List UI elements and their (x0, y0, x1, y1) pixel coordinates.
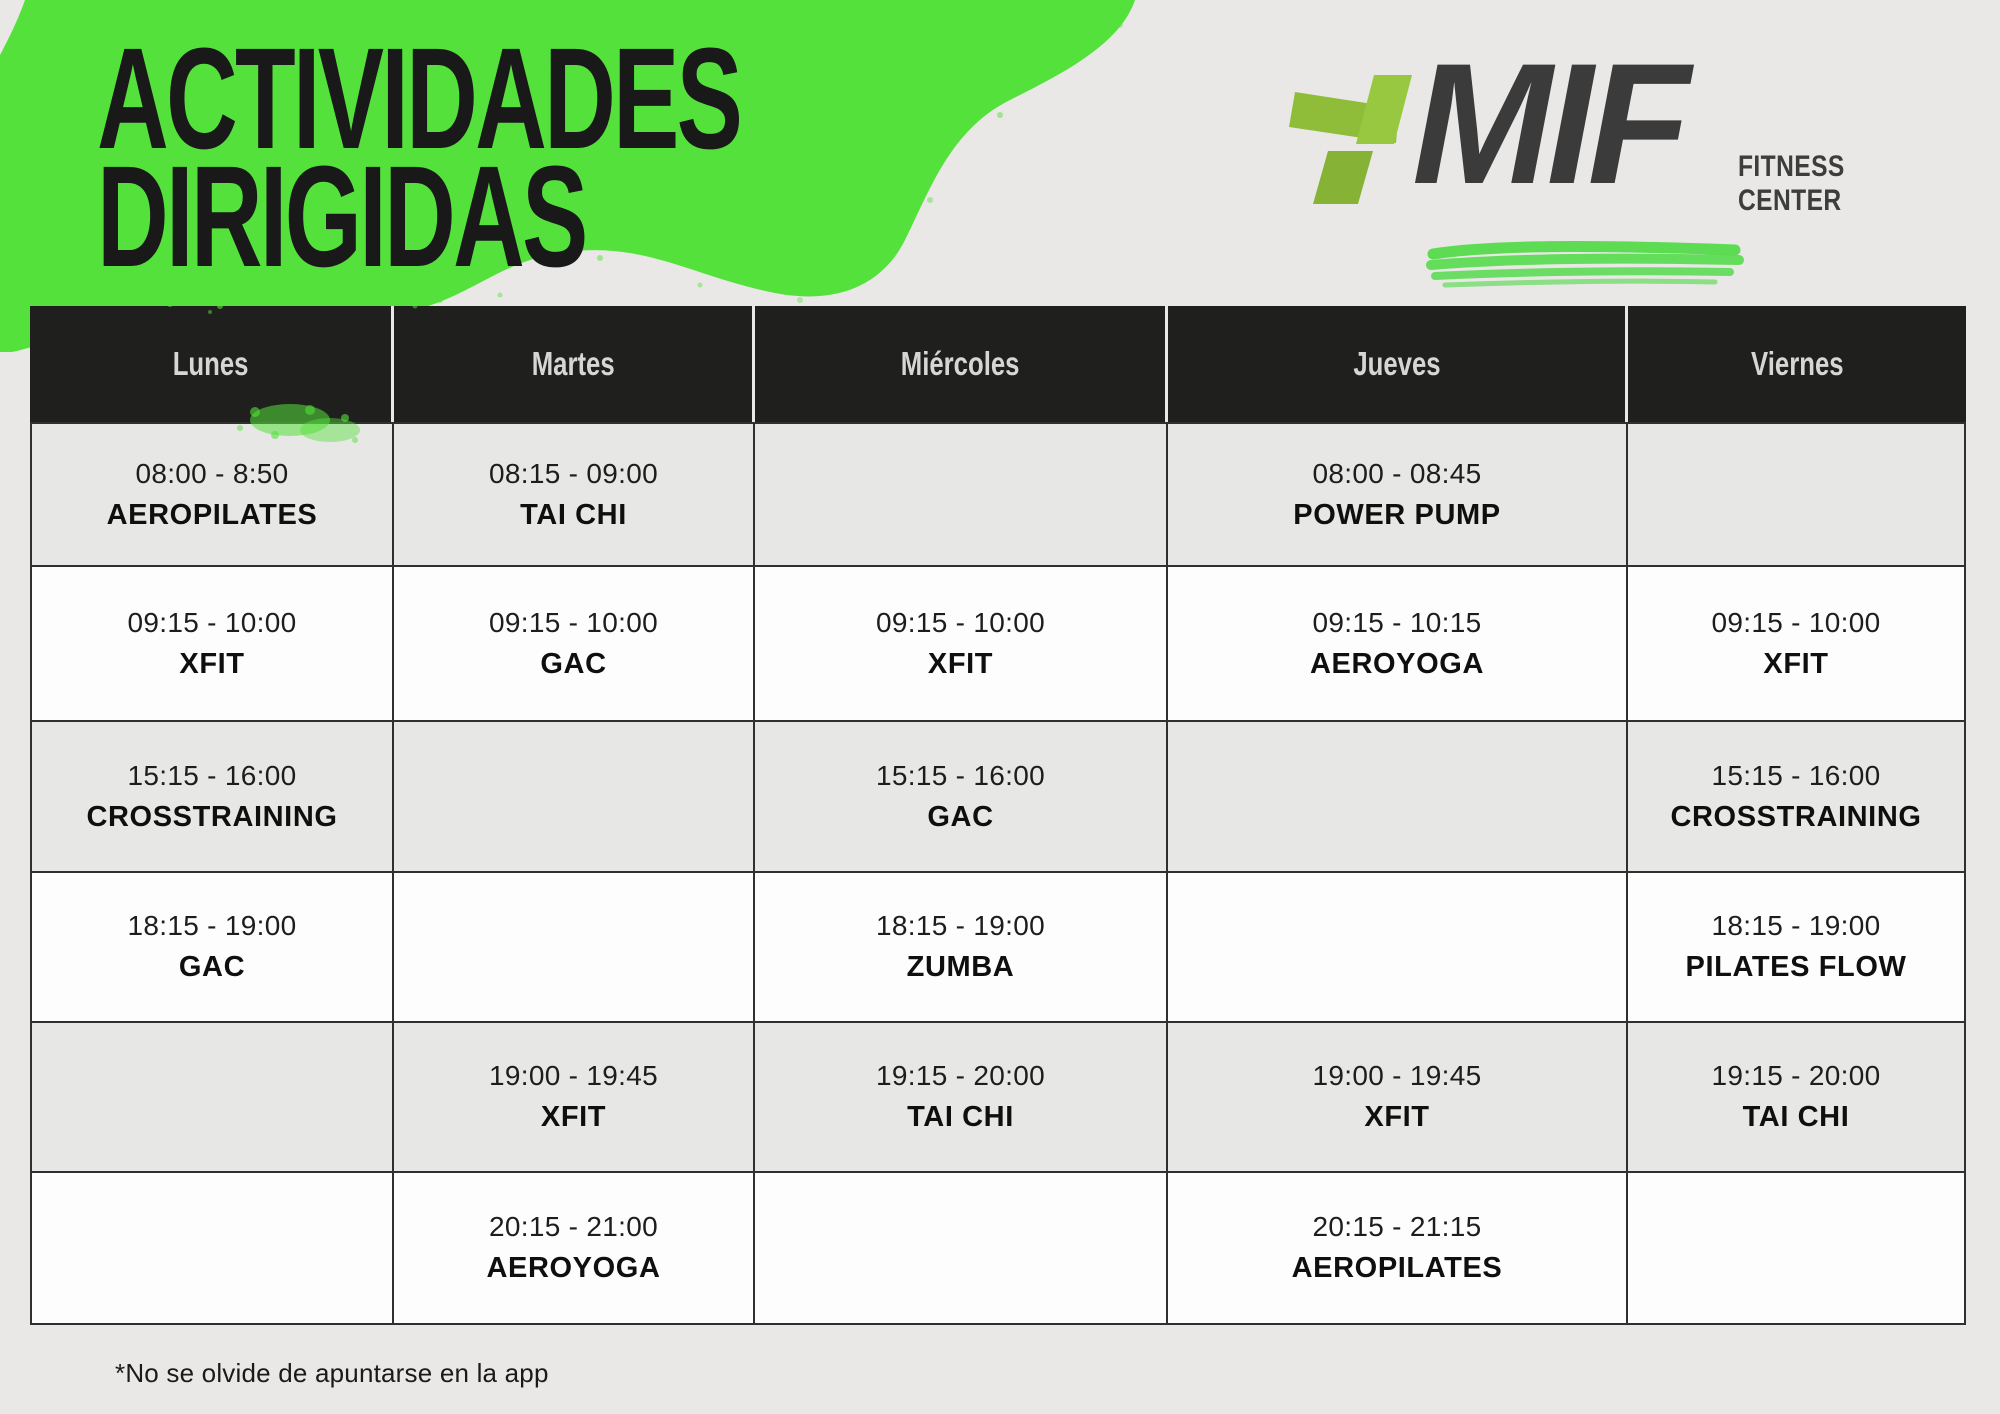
class-time: 18:15 - 19:00 (876, 910, 1045, 941)
cell-viernes-6 (1628, 1173, 1966, 1325)
cell-jueves-6 (1168, 1173, 1628, 1325)
cell-martes-1 (394, 422, 755, 567)
cell-martes-2 (394, 567, 755, 722)
class-time: 09:15 - 10:00 (1711, 606, 1881, 638)
class-time: 08:00 - 8:50 (135, 457, 289, 489)
class-time: 15:15 - 16:00 (876, 759, 1045, 791)
class-activity: XFIT (927, 647, 994, 680)
cell-lunes-1 (30, 422, 394, 567)
class-activity: GAC (540, 647, 607, 680)
cell-martes-5 (394, 1023, 755, 1173)
cell-miercoles-1 (755, 422, 1168, 567)
mif-logo-mark (1285, 70, 1430, 215)
mif-logo-text: MIF (1412, 28, 1685, 220)
class-activity: PILATES FLOW (1685, 951, 1907, 983)
class-activity: TAI CHI (1742, 1101, 1850, 1133)
footer-note: *No se olvide de apuntarse en la app (115, 1358, 549, 1388)
cell-viernes-4 (1628, 873, 1966, 1023)
class-time: 20:15 - 21:00 (489, 1211, 658, 1242)
cell-miercoles-2 (755, 567, 1168, 722)
cell-martes-4 (394, 873, 755, 1023)
class-time: 09:15 - 10:00 (876, 606, 1045, 638)
day-header-lunes: Lunes (30, 306, 394, 422)
class-time: 08:00 - 08:45 (1312, 457, 1482, 489)
class-time: 20:15 - 21:15 (1312, 1211, 1482, 1242)
cell-miercoles-3 (755, 722, 1168, 873)
cell-martes-3 (394, 722, 755, 873)
class-activity: XFIT (1763, 647, 1829, 680)
cell-miercoles-6 (755, 1173, 1168, 1325)
logo-subtitle-line2: CENTER (1738, 184, 1842, 217)
class-time: 19:15 - 20:00 (1711, 1060, 1881, 1091)
class-activity: XFIT (1364, 1101, 1430, 1133)
class-time: 18:15 - 19:00 (1711, 910, 1881, 941)
class-time: 19:00 - 19:45 (489, 1060, 658, 1091)
cell-lunes-2 (30, 567, 394, 722)
class-activity: GAC (927, 800, 994, 833)
class-time: 15:15 - 16:00 (127, 759, 297, 791)
cell-miercoles-4 (755, 873, 1168, 1023)
page-title-line1: ACTIVIDADES (97, 18, 741, 179)
mif-logo-subtitle (1738, 150, 1845, 218)
class-activity: ZUMBA (906, 951, 1015, 983)
page-title-line2: DIRIGIDAS (97, 136, 586, 297)
cell-lunes-6 (30, 1173, 394, 1325)
class-activity: TAI CHI (907, 1101, 1014, 1133)
class-time: 19:00 - 19:45 (1312, 1060, 1482, 1091)
schedule-table (30, 306, 1966, 1325)
day-header-viernes: Viernes (1628, 306, 1966, 422)
day-header-martes: Martes (394, 306, 755, 422)
class-time: 08:15 - 09:00 (489, 457, 658, 489)
cell-viernes-3 (1628, 722, 1966, 873)
class-activity: XFIT (540, 1101, 607, 1133)
class-time: 19:15 - 20:00 (876, 1060, 1045, 1091)
cell-jueves-1 (1168, 422, 1628, 567)
class-activity: CROSSTRAINING (86, 800, 338, 833)
cell-viernes-5 (1628, 1023, 1966, 1173)
class-time: 09:15 - 10:15 (1312, 606, 1482, 638)
page-title (97, 18, 741, 297)
class-activity: GAC (178, 951, 246, 983)
class-time: 15:15 - 16:00 (1711, 759, 1881, 791)
cell-lunes-3 (30, 722, 394, 873)
cell-jueves-5 (1168, 1023, 1628, 1173)
class-activity: AEROPILATES (106, 498, 318, 531)
class-activity: TAI CHI (520, 498, 627, 531)
class-activity: AEROYOGA (1310, 647, 1484, 680)
cell-miercoles-5 (755, 1023, 1168, 1173)
class-activity: XFIT (179, 647, 245, 680)
class-time: 09:15 - 10:00 (489, 606, 658, 638)
cell-lunes-4 (30, 873, 394, 1023)
class-time: 09:15 - 10:00 (127, 606, 297, 638)
class-activity: CROSSTRAINING (1670, 800, 1922, 833)
cell-viernes-1 (1628, 422, 1966, 567)
cell-lunes-5 (30, 1023, 394, 1173)
logo-subtitle-line1: FITNESS (1738, 150, 1845, 183)
class-time: 18:15 - 19:00 (127, 910, 297, 941)
cell-viernes-2 (1628, 567, 1966, 722)
cell-martes-6 (394, 1173, 755, 1325)
cell-jueves-3 (1168, 722, 1628, 873)
day-header-jueves: Jueves (1168, 306, 1628, 422)
day-header-miercoles: Miércoles (755, 306, 1168, 422)
class-activity: AEROPILATES (1291, 1252, 1503, 1284)
class-activity: POWER PUMP (1293, 498, 1501, 531)
green-underline-scribble (1425, 238, 1755, 296)
cell-jueves-2 (1168, 567, 1628, 722)
class-activity: AEROYOGA (486, 1252, 661, 1284)
cell-jueves-4 (1168, 873, 1628, 1023)
